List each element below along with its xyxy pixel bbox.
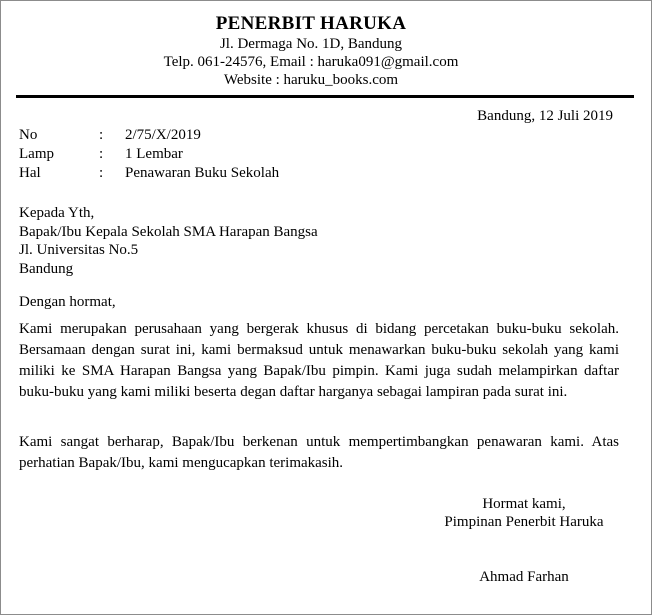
closing-regards: Hormat kami,	[482, 496, 566, 512]
company-website: Website : haruku_books.com	[223, 72, 399, 88]
meta-colon: :	[99, 127, 104, 143]
recipient-city: Bandung	[19, 260, 74, 277]
recipient-title: Bapak/Ibu Kepala Sekolah SMA Harapan Bangsa	[19, 223, 318, 240]
meta-key: Lamp	[19, 146, 54, 162]
meta-colon: :	[99, 165, 104, 181]
closing-position: Pimpinan Penerbit Haruka	[444, 514, 604, 530]
signer-name: Ahmad Farhan	[479, 569, 569, 585]
meta-row-no	[19, 126, 279, 145]
recipient-greeting: Kepada Yth,	[19, 205, 95, 221]
meta-value: Penawaran Buku Sekolah	[125, 165, 280, 181]
meta-colon: :	[99, 146, 104, 162]
letter-meta	[19, 126, 279, 183]
company-address: Jl. Dermaga No. 1D, Bandung	[219, 36, 403, 52]
meta-row-lamp	[19, 145, 279, 164]
letter-date: Bandung, 12 Juli 2019	[477, 108, 613, 124]
recipient-block	[19, 204, 318, 278]
company-contact: Telp. 061-24576, Email : haruka091@gmail.com	[163, 54, 459, 70]
meta-value: 2/75/X/2019	[125, 127, 201, 143]
body-paragraph-2: Kami sangat berharap, Bapak/Ibu berkenan untuk mempertimbangkan penawaran kami. Atas perhatian Bapak/Ibu, kami mengucapkan terimakasih.	[19, 434, 619, 471]
letterhead-divider	[16, 95, 634, 98]
company-name: PENERBIT HARUKA	[215, 13, 407, 34]
recipient-street: Jl. Universitas No.5	[19, 242, 139, 258]
meta-row-hal	[19, 164, 279, 183]
meta-value: 1 Lembar	[125, 146, 183, 162]
meta-key: No	[19, 127, 38, 143]
body-paragraph-1: Kami merupakan perusahaan yang bergerak khusus di bidang percetakan buku-buku sekolah. Bersamaan dengan surat ini, kami bermaksud untuk menawarkan buku-buku sekolah yang kami miliki ke SMA Harapan Bangsa yang Bapak/Ibu pimpin. Kami juga sudah melampirkan daftar buku-buku yang kami miliki beserta degan daftar harganya sebagai lampiran pada surat ini.	[19, 321, 619, 400]
meta-key: Hal	[19, 165, 41, 181]
letterhead	[1, 13, 621, 89]
salutation: Dengan hormat,	[19, 294, 116, 310]
closing-block	[409, 495, 639, 531]
